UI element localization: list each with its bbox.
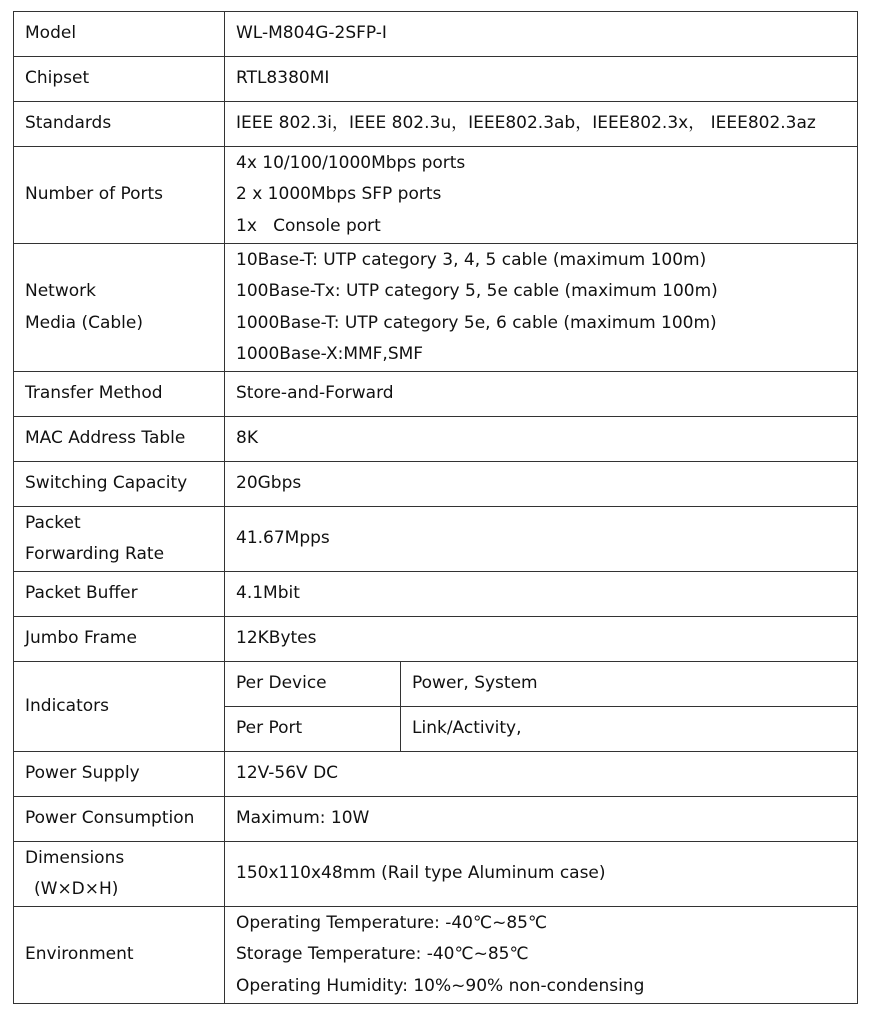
switching-capacity-label: Switching Capacity [14,462,225,507]
network-media-value [225,244,858,372]
network-media-label-line: Media (Cable) [25,312,143,333]
network-media-line: 100Base-Tx: UTP category 5, 5e cable (maximum 100m) [236,281,718,301]
environment-label: Environment [14,907,225,1004]
table-row-ports [14,147,858,244]
ports-value [225,147,858,244]
table-row-power-consumption [14,797,858,842]
table-row-jumbo-frame [14,617,858,662]
network-media-line: 1000Base-T: UTP category 5e, 6 cable (maximum 100m) [236,312,717,333]
table-row-transfer-method [14,372,858,417]
power-consumption-label: Power Consumption [14,797,225,842]
forwarding-rate-label [14,507,225,572]
environment-line: Storage Temperature: -40℃~85℃ [236,944,529,965]
table-row-packet-buffer [14,572,858,617]
table-row-switching-capacity [14,462,858,507]
table-row-mac-table [14,417,858,462]
table-row-standards [14,102,858,147]
per-port-label: Per Port [225,707,401,752]
per-device-label: Per Device [225,662,401,707]
per-port-value: Link/Activity, [401,707,858,752]
dimensions-label-line: Dimensions [25,847,125,868]
dimensions-label-line: (W×D×H) [34,879,119,899]
table-row-indicators-device [14,662,858,707]
model-label: Model [14,12,225,57]
network-media-label [14,244,225,372]
power-supply-value: 12V-56V DC [225,752,858,797]
standards-label: Standards [14,102,225,147]
environment-value [225,907,858,1004]
ports-label: Number of Ports [14,147,225,244]
standards-value: IEEE 802.3i，IEEE 802.3u，IEEE802.3ab，IEEE802.3x， IEEE802.3az [225,102,858,147]
table-row-environment [14,907,858,1004]
chipset-label: Chipset [14,57,225,102]
table-row-dimensions [14,842,858,907]
jumbo-frame-value: 12KBytes [225,617,858,662]
jumbo-frame-label: Jumbo Frame [14,617,225,662]
specification-table [13,11,858,1004]
network-media-label-line: Network [25,281,96,301]
ports-line: 2 x 1000Mbps SFP ports [236,184,442,205]
indicators-label: Indicators [14,662,225,752]
chipset-value: RTL8380MI [225,57,858,102]
transfer-method-value: Store-and-Forward [225,372,858,417]
mac-table-value: 8K [225,417,858,462]
dimensions-label [14,842,225,907]
mac-table-label: MAC Address Table [14,417,225,462]
network-media-line: 1000Base-X:MMF,SMF [236,344,424,364]
power-consumption-value: Maximum: 10W [225,797,858,842]
per-device-value: Power, System [401,662,858,707]
table-row-power-supply [14,752,858,797]
table-row-chipset [14,57,858,102]
forwarding-rate-label-line: Packet [25,512,81,533]
power-supply-label: Power Supply [14,752,225,797]
forwarding-rate-value: 41.67Mpps [225,507,858,572]
forwarding-rate-label-line: Forwarding Rate [25,544,165,564]
packet-buffer-value: 4.1Mbit [225,572,858,617]
environment-line: Operating Humidity: 10%~90% non-condensing [236,975,645,996]
switching-capacity-value: 20Gbps [225,462,858,507]
dimensions-value: 150x110x48mm (Rail type Aluminum case) [225,842,858,907]
packet-buffer-label: Packet Buffer [14,572,225,617]
environment-line: Operating Temperature: -40℃~85℃ [236,912,548,933]
table-row-model [14,12,858,57]
table-row-forwarding-rate [14,507,858,572]
table-row-network-media [14,244,858,372]
network-media-line: 10Base-T: UTP category 3, 4, 5 cable (maximum 100m) [236,249,707,270]
transfer-method-label: Transfer Method [14,372,225,417]
ports-line: 1x Console port [236,215,381,236]
model-value: WL-M804G-2SFP-I [225,12,858,57]
ports-line: 4x 10/100/1000Mbps ports [236,152,466,173]
